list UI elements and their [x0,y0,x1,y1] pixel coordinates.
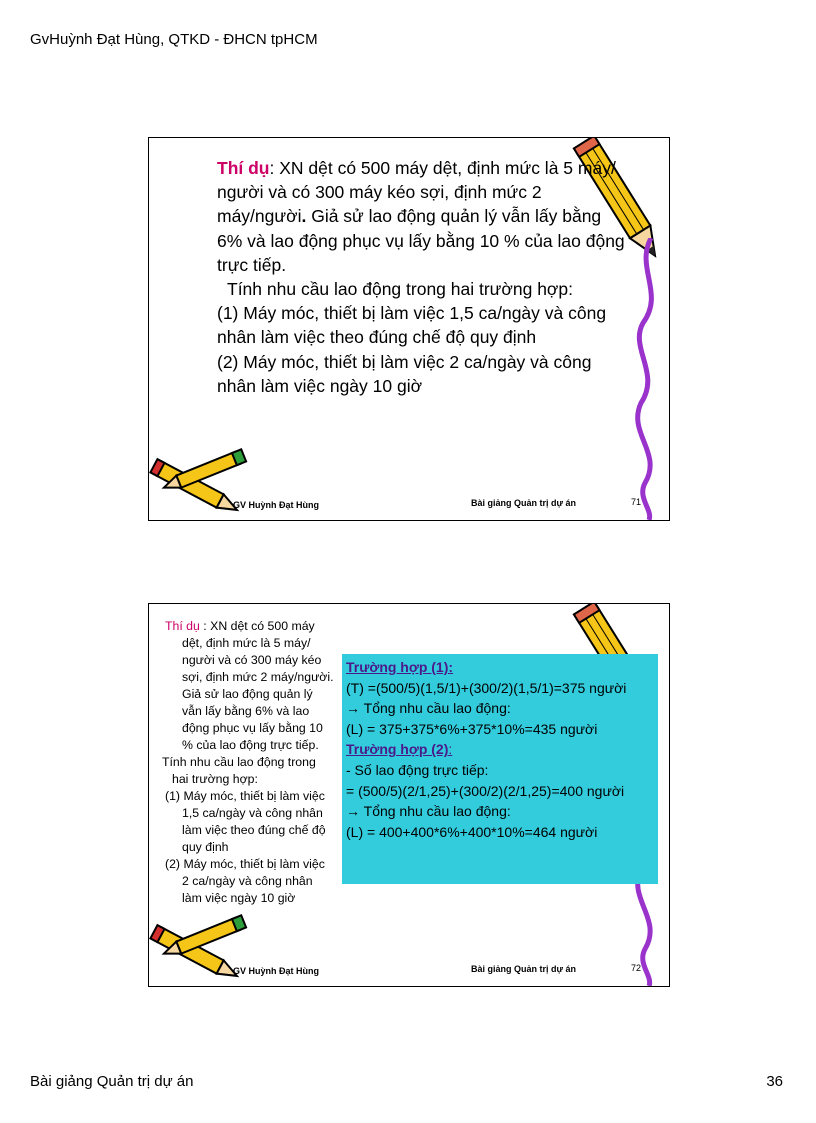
page-number: 36 [766,1073,783,1090]
solution-box [342,654,658,884]
slide-footer-course: Bài giảng Quản trị dự án [471,498,577,508]
case-1-text: (1) Máy móc, thiết bị làm việc 1,5 ca/ngày và công nhân làm việc theo đúng chế độ quy định [165,789,326,854]
example-intro: : XN dệt có 500 máy dệt, định mức là 5 máy/ người và có 300 máy kéo sợi, định mức 2 máy/người. Giả sử lao động quản lý vẫn lấy bằng 6% và lao động phục vụ lấy bằng 10 % của lao động trực tiếp. [182,619,334,752]
case-2-direct-label: - Số lao động trực tiếp: [346,761,489,778]
slide-72 [148,603,670,987]
page-footer-title: Bài giảng Quản trị dự án [30,1073,194,1090]
case-1-direct-labor: (T) =(500/5)(1,5/1)+(300/2)(1,5/1)=375 người [346,679,627,696]
example-intro: : XN dệt có 500 máy dệt, định mức là 5 máy/ người và có 300 máy kéo sợi, định mức 2 máy/người [217,158,616,227]
slide-footer-author: GV Huỳnh Đạt Hùng [233,500,319,510]
case-2-title-line [346,739,658,760]
example-paragraph [165,618,335,754]
slide-71 [148,137,670,521]
slide-72-body [162,618,335,907]
example-paragraph [217,156,627,277]
case-2-text: (2) Máy móc, thiết bị làm việc 2 ca/ngày và công nhân làm việc ngày 10 giờ [165,857,325,905]
example-period: . [301,206,307,227]
squiggle-line-right [629,238,669,520]
case-1-total-value: (L) = 375+375*6%+375*10%=435 người [346,720,598,737]
case-2-direct-calc: = (500/5)(2/1,25)+(300/2)(2/1,25)=400 người [346,782,625,799]
question-text: Tính nhu cầu lao động trong hai trường hợp: [162,755,316,786]
case-1-total-label: → Tổng nhu cầu lao động: [346,700,511,717]
question-text: Tính nhu cầu lao động trong hai trường hợp: [227,279,574,300]
case-1-text: (1) Máy móc, thiết bị làm việc 1,5 ca/ngày và công nhân làm việc theo đúng chế độ quy định [217,303,607,348]
case-2-total-value: (L) = 400+400*6%+400*10%=464 người [346,823,598,840]
case-1-title: Trường hợp (1): [346,659,454,675]
slide-number: 72 [631,963,642,973]
example-intro-rest: Giả sử lao động quản lý vẫn lấy bằng 6% và lao động phục vụ lấy bằng 10 % của lao động trực tiếp. [217,206,625,275]
slide-footer-author: GV Huỳnh Đạt Hùng [233,966,319,976]
slide-number: 71 [631,497,642,507]
case-2-total-label: → Tổng nhu cầu lao động: [346,803,511,820]
example-label: Thí dụ [217,158,270,178]
slide-71-body [217,156,627,398]
case-2-title-colon: : [448,741,453,758]
page-header: GvHuỳnh Đạt Hùng, QTKD - ĐHCN tpHCM [30,31,318,48]
slide-footer-course: Bài giảng Quản trị dự án [471,964,577,974]
case-2-title: Trường hợp (2) [346,741,449,758]
case-2-text: (2) Máy móc, thiết bị làm việc 2 ca/ngày và công nhân làm việc ngày 10 giờ [217,351,592,396]
example-label: Thí dụ [165,619,200,633]
